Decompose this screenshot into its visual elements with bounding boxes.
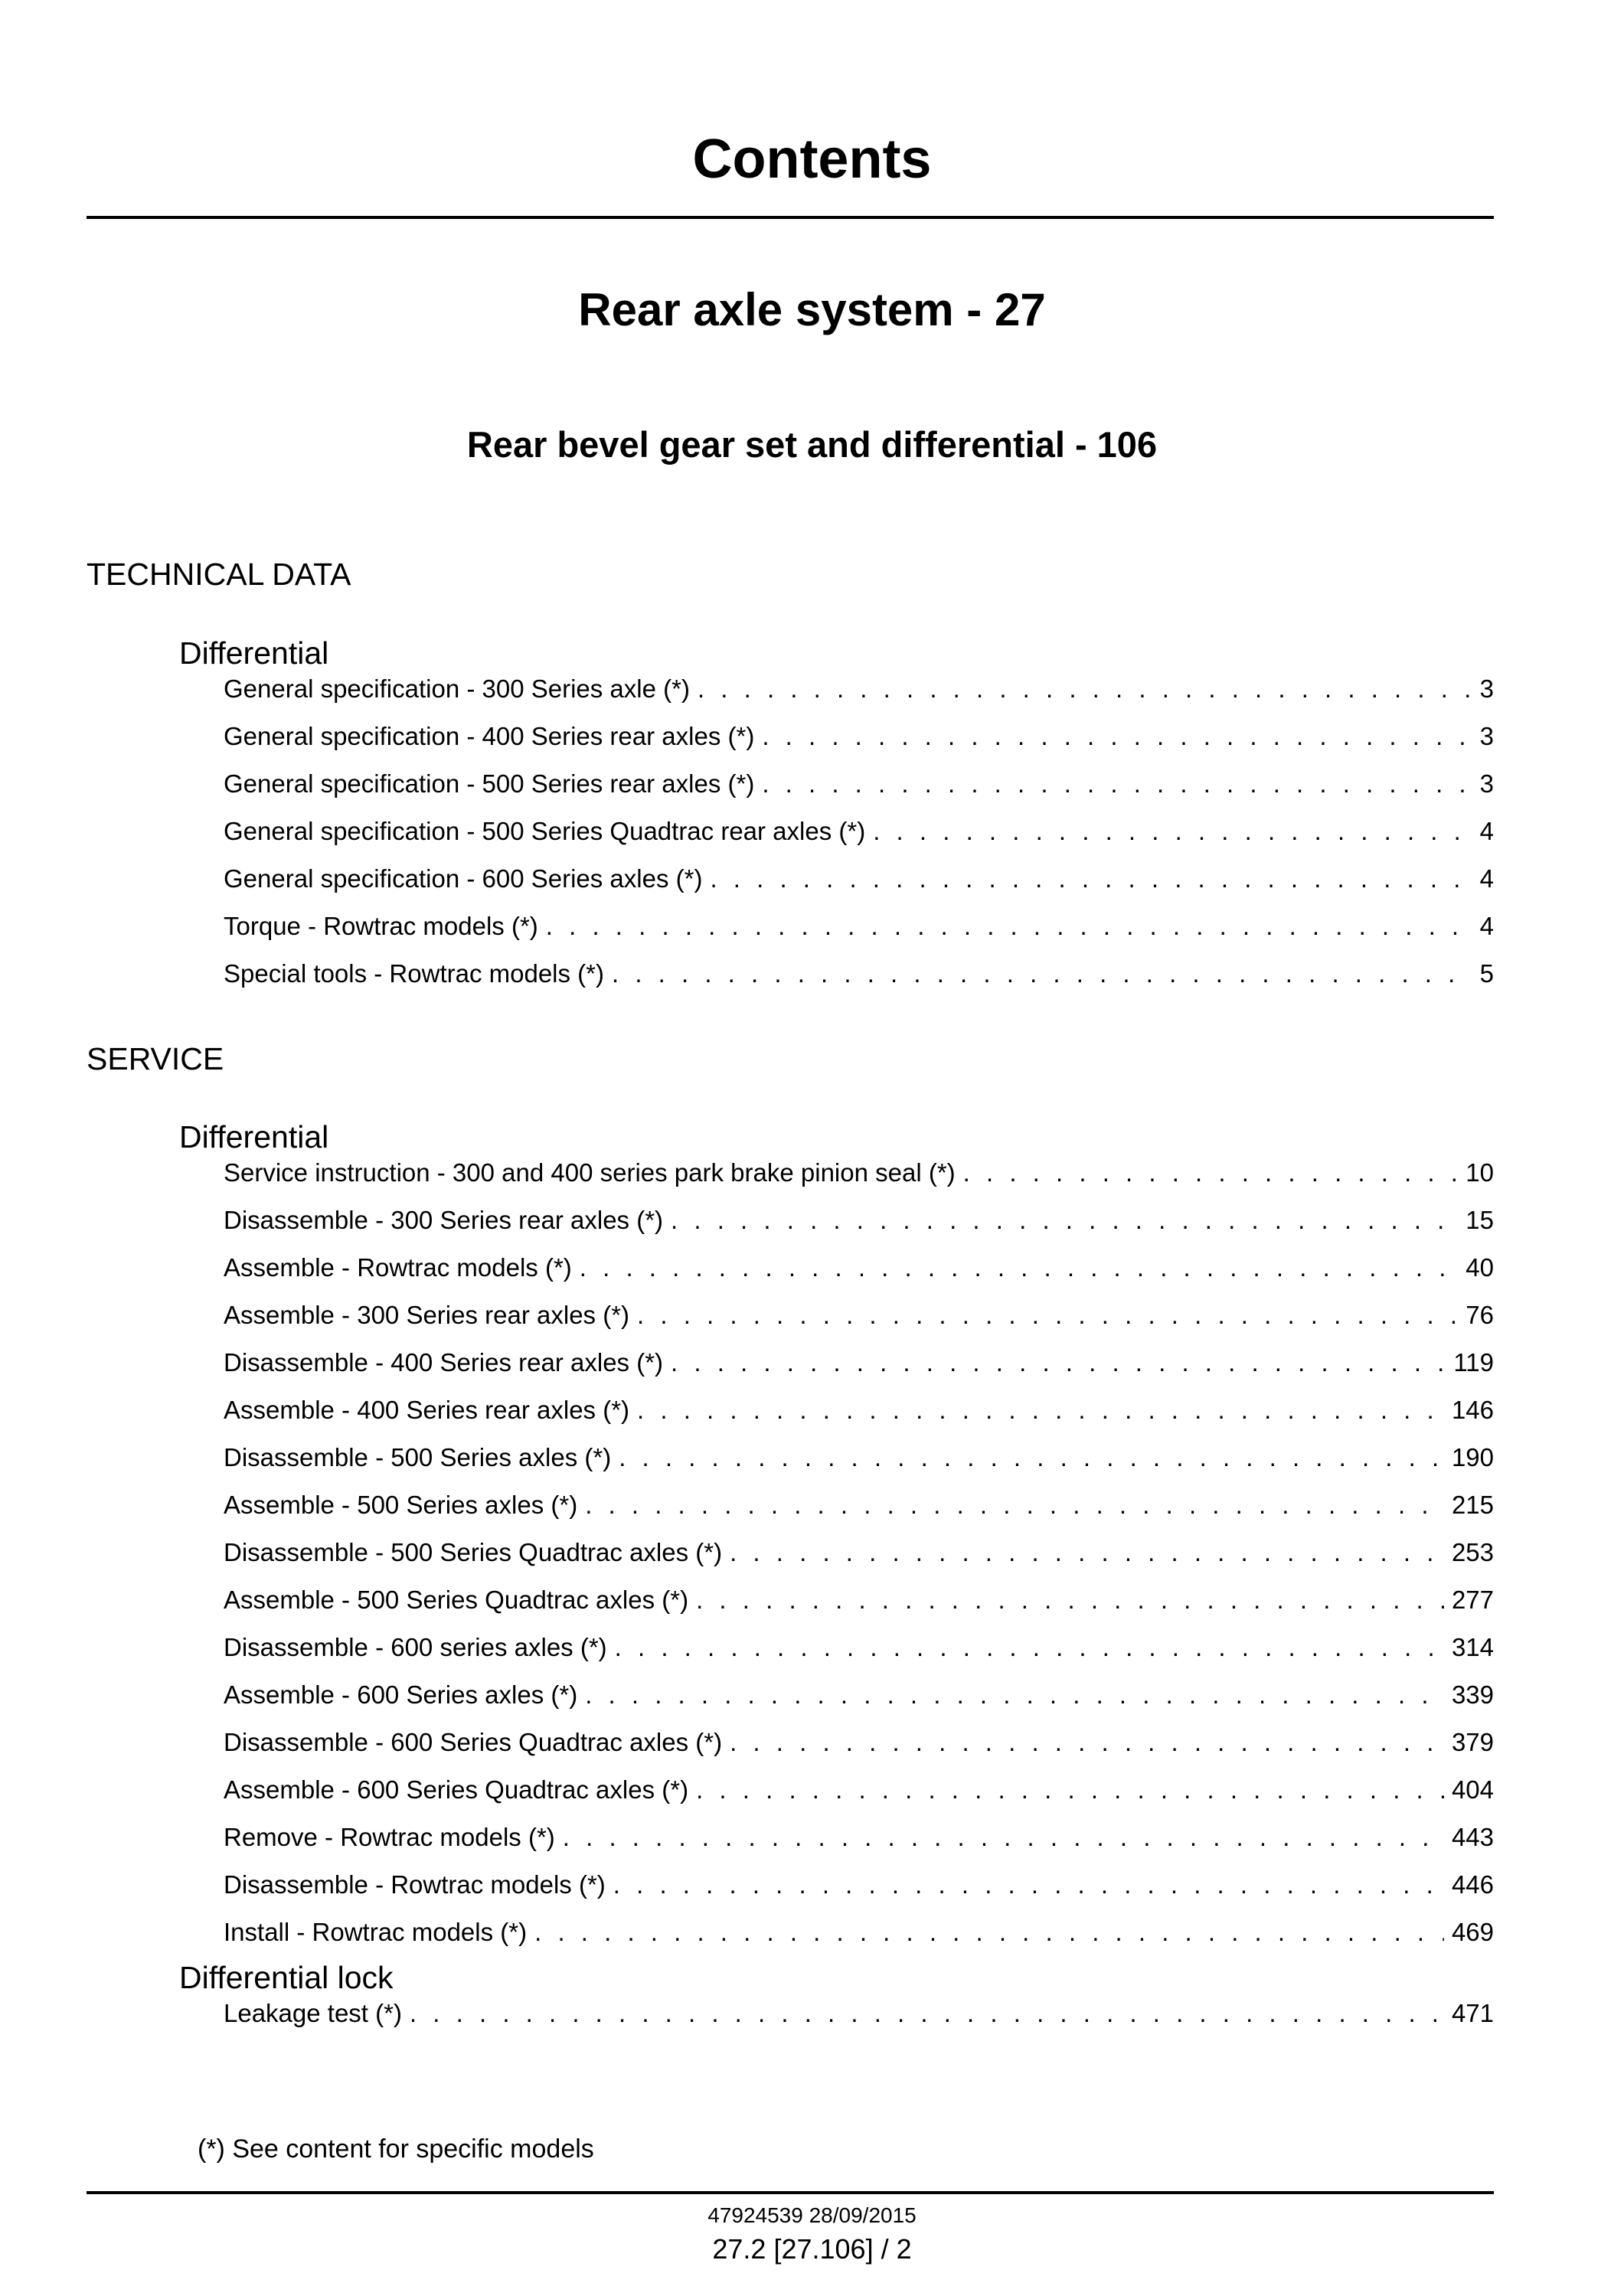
- dot-leader: [546, 913, 1472, 939]
- toc-entry-page: 339: [1451, 1680, 1494, 1709]
- toc-entry-page: 76: [1466, 1301, 1494, 1329]
- dot-leader: [696, 1777, 1444, 1802]
- toc-entry[interactable]: [224, 1531, 1494, 1565]
- header-rule: [87, 216, 1494, 219]
- toc-entry-text: Assemble - 300 Series rear axles (*): [224, 1301, 630, 1329]
- toc-entry[interactable]: [224, 1389, 1494, 1422]
- toc-entry-page: 10: [1466, 1158, 1494, 1187]
- toc-entry-page: 4: [1479, 864, 1494, 893]
- dot-leader: [730, 1540, 1444, 1565]
- toc-entry-page: 3: [1479, 674, 1494, 703]
- toc-entry-text: Disassemble - Rowtrac models (*): [224, 1870, 606, 1899]
- toc-entry[interactable]: [224, 1816, 1494, 1850]
- toc-entry-text: Assemble - 500 Series axles (*): [224, 1491, 578, 1519]
- toc-entry-text: Remove - Rowtrac models (*): [224, 1823, 555, 1851]
- system-heading: Rear axle system - 27: [578, 284, 1046, 335]
- sub-heading: Rear bevel gear set and differential - 106: [466, 424, 1158, 465]
- toc-entry[interactable]: [224, 1721, 1494, 1755]
- dot-leader: [963, 1160, 1459, 1185]
- toc-entry-page: 4: [1479, 817, 1494, 845]
- document-id: 47924539 28/09/2015: [707, 2203, 917, 2227]
- toc-entry-page: 3: [1479, 769, 1494, 798]
- toc-entry-page: 190: [1451, 1443, 1494, 1471]
- toc-entry[interactable]: [224, 715, 1494, 749]
- toc-entry[interactable]: [224, 1674, 1494, 1707]
- dot-leader: [619, 1445, 1444, 1470]
- dot-leader: [762, 771, 1472, 796]
- toc-entry[interactable]: [224, 1246, 1494, 1280]
- toc-entry[interactable]: [224, 1579, 1494, 1612]
- dot-leader: [613, 1872, 1444, 1897]
- dot-leader: [580, 1255, 1459, 1280]
- dot-leader: [615, 1635, 1444, 1660]
- toc-entry-page: 3: [1479, 722, 1494, 750]
- toc-entry[interactable]: [224, 1151, 1494, 1185]
- group-heading-differential: Differential: [179, 635, 329, 671]
- toc-entry-text: General specification - 400 Series rear axles (*): [224, 722, 755, 750]
- toc-entry[interactable]: [224, 857, 1494, 891]
- dot-leader: [585, 1682, 1444, 1707]
- dot-leader: [534, 1919, 1444, 1945]
- page-title: Contents: [692, 129, 932, 190]
- toc-entry[interactable]: [224, 1626, 1494, 1660]
- toc-entry[interactable]: [224, 1436, 1494, 1470]
- toc-entry-text: Disassemble - 500 Series Quadtrac axles (*): [224, 1538, 723, 1566]
- toc-entry[interactable]: [224, 952, 1494, 986]
- dot-leader: [410, 2000, 1444, 2026]
- toc-entry-text: General specification - 300 Series axle (*): [224, 674, 690, 703]
- toc-entry[interactable]: [224, 1484, 1494, 1517]
- section-heading-technical-data: TECHNICAL DATA: [87, 557, 351, 592]
- toc-entry-page: 4: [1479, 912, 1494, 940]
- dot-leader: [612, 961, 1472, 986]
- toc-entry-text: General specification - 500 Series rear axles (*): [224, 769, 755, 798]
- toc-entry-text: Disassemble - 500 Series axles (*): [224, 1443, 612, 1471]
- toc-entry-page: 443: [1451, 1823, 1494, 1851]
- toc-entry-text: Disassemble - 400 Series rear axles (*): [224, 1348, 664, 1377]
- toc-entry-text: Special tools - Rowtrac models (*): [224, 959, 604, 988]
- toc-entry-text: Disassemble - 600 series axles (*): [224, 1633, 607, 1661]
- toc-entry-text: Assemble - 600 Series axles (*): [224, 1680, 578, 1709]
- dot-leader: [585, 1492, 1444, 1517]
- toc-entry-text: Assemble - 400 Series rear axles (*): [224, 1396, 630, 1424]
- dot-leader: [730, 1729, 1444, 1755]
- dot-leader: [873, 818, 1472, 844]
- toc-entry-page: 379: [1451, 1728, 1494, 1756]
- toc-entry-page: 253: [1451, 1538, 1494, 1566]
- toc-entry[interactable]: [224, 763, 1494, 796]
- dot-leader: [762, 723, 1472, 749]
- group-heading-differential: Differential: [179, 1119, 329, 1155]
- toc-entry-page: 119: [1453, 1348, 1494, 1377]
- section-heading-service: SERVICE: [87, 1041, 224, 1076]
- toc-entry-page: 215: [1451, 1491, 1494, 1519]
- group-heading-differential-lock: Differential lock: [179, 1960, 394, 1995]
- toc-entry[interactable]: [224, 905, 1494, 939]
- toc-entry-page: 15: [1466, 1206, 1494, 1234]
- toc-entry-text: General specification - 600 Series axles (*): [224, 864, 703, 893]
- toc-entry-page: 404: [1451, 1775, 1494, 1804]
- toc-entry[interactable]: [224, 1992, 1494, 2026]
- dot-leader: [696, 1587, 1444, 1612]
- toc-entry-text: Leakage test (*): [224, 1999, 402, 2027]
- toc-entry[interactable]: [224, 1863, 1494, 1897]
- dot-leader: [671, 1350, 1446, 1375]
- toc-entry[interactable]: [224, 1341, 1494, 1375]
- dot-leader: [563, 1824, 1444, 1850]
- toc-entry-text: Assemble - 500 Series Quadtrac axles (*): [224, 1586, 689, 1614]
- toc-entry-text: General specification - 500 Series Quadtrac rear axles (*): [224, 817, 866, 845]
- dot-leader: [637, 1397, 1444, 1422]
- toc-entry-text: Install - Rowtrac models (*): [224, 1918, 528, 1946]
- toc-entry-text: Disassemble - 300 Series rear axles (*): [224, 1206, 664, 1234]
- toc-entry-page: 469: [1451, 1918, 1494, 1946]
- toc-entry-page: 146: [1451, 1396, 1494, 1424]
- dot-leader: [710, 866, 1472, 891]
- dot-leader: [671, 1207, 1458, 1233]
- toc-entry-text: Disassemble - 600 Series Quadtrac axles (*): [224, 1728, 723, 1756]
- toc-entry-text: Assemble - 600 Series Quadtrac axles (*): [224, 1775, 689, 1804]
- toc-entry-page: 446: [1451, 1870, 1494, 1899]
- toc-entry-page: 40: [1466, 1253, 1494, 1282]
- toc-entry-page: 277: [1451, 1586, 1494, 1614]
- page-reference: 27.2 [27.106] / 2: [712, 2233, 912, 2265]
- toc-entry[interactable]: [224, 668, 1494, 701]
- toc-entry-page: 5: [1479, 959, 1494, 988]
- toc-entry-page: 314: [1451, 1633, 1494, 1661]
- toc-entry-text: Service instruction - 300 and 400 series park brake pinion seal (*): [224, 1158, 956, 1187]
- toc-entry[interactable]: [224, 1911, 1494, 1945]
- dot-leader: [698, 676, 1472, 701]
- footer-rule: [87, 2191, 1494, 2194]
- toc-entry-text: Torque - Rowtrac models (*): [224, 912, 538, 940]
- dot-leader: [637, 1302, 1458, 1328]
- toc-entry[interactable]: [224, 1199, 1494, 1233]
- toc-entry-page: 471: [1451, 1999, 1494, 2027]
- toc-entry[interactable]: [224, 1294, 1494, 1328]
- toc-entry-text: Assemble - Rowtrac models (*): [224, 1253, 572, 1282]
- footnote: (*) See content for specific models: [198, 2134, 594, 2164]
- toc-entry[interactable]: [224, 810, 1494, 844]
- toc-entry[interactable]: [224, 1769, 1494, 1802]
